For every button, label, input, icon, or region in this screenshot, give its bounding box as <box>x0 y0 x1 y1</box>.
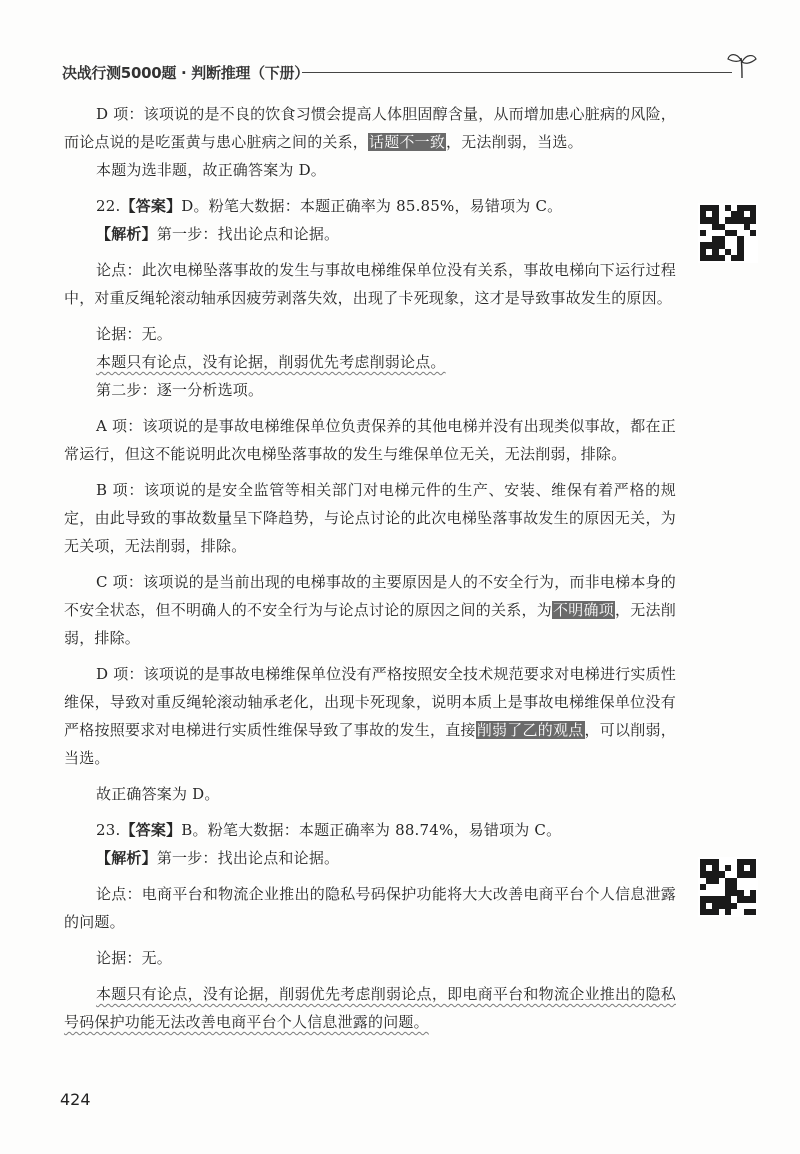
q23-note: 本题只有论点，没有论据，削弱优先考虑削弱论点，即电商平台和物流企业推出的隐私号码保护功能无法改善电商平台个人信息泄露的问题。 <box>64 985 676 1031</box>
q22-evidence: 论据：无。 <box>96 325 173 343</box>
q22-analysis: 【解析】第一步：找出论点和论据。 <box>96 225 340 243</box>
highlight: 话题不一致 <box>369 133 446 151</box>
page-body <box>64 100 676 1036</box>
sprout-icon <box>726 50 758 80</box>
q22-step2: 第二步：逐一分析选项。 <box>96 381 264 399</box>
running-header <box>62 58 762 86</box>
q23-argument: 论点：电商平台和物流企业推出的隐私号码保护功能将大大改善电商平台个人信息泄露的问题。 <box>64 885 676 931</box>
q22-option-a: A 项：该项说的是事故电梯维保单位负责保养的其他电梯并没有出现类似事故，都在正常运行，但这不能说明此次电梯坠落事故的发生与维保单位无关，无法削弱，排除。 <box>64 417 676 463</box>
highlight: 削弱了乙的观点 <box>476 721 584 739</box>
qr-module <box>750 255 756 261</box>
q23-answer: 23.【答案】B。粉笔大数据：本题正确率为 88.74%，易错项为 C。 <box>96 821 562 839</box>
q22-option-d: D 项：该项说的是事故电梯维保单位没有严格按照安全技术规范要求对电梯进行实质性维保，导致对重反绳轮滚动轴承老化，出现卡死现象，说明本质上是事故电梯维保单位没有严格按照要求对电梯进行实质性维保导致了事故的发生，直接削弱了乙的观点，可以削弱，当选。 <box>64 665 677 767</box>
q22-option-b: B 项：该项说的是安全监管等相关部门对电梯元件的生产、安装、维保有着严格的规定，由此导致的事故数量呈下降趋势，与论点讨论的此次电梯坠落事故发生的原因无关，为无关项，无法削弱，排除。 <box>64 481 676 555</box>
conclusion-paragraph: 本题为选非题，故正确答案为 D。 <box>96 161 326 179</box>
q22-answer: 22.【答案】D。粉笔大数据：本题正确率为 85.85%，易错项为 C。 <box>96 197 563 215</box>
header-rule <box>302 72 732 73</box>
q22-argument: 论点：此次电梯坠落事故的发生与事故电梯维保单位没有关系，事故电梯向下运行过程中，对重反绳轮滚动轴承因疲劳剥落失效，出现了卡死现象，这才是导致事故发生的原因。 <box>64 261 676 307</box>
q22-option-c: C 项：该项说的是当前出现的电梯事故的主要原因是人的不安全行为，而非电梯本身的不安全状态，但不明确人的不安全行为与论点讨论的原因之间的关系，为不明确项，无法削弱，排除。 <box>64 573 676 647</box>
highlight: 不明确项 <box>553 601 615 619</box>
analysis-tag: 【解析】 <box>96 849 157 867</box>
q22-conclusion: 故正确答案为 D。 <box>96 785 220 803</box>
q23-analysis: 【解析】第一步：找出论点和论据。 <box>96 849 340 867</box>
analysis-tag: 【解析】 <box>96 225 157 243</box>
page-number: 424 <box>60 1090 91 1109</box>
answer-tag: 【答案】 <box>120 197 182 215</box>
q22-note: 本题只有论点，没有论据，削弱优先考虑削弱论点。 <box>96 353 446 371</box>
answer-tag: 【答案】 <box>120 821 182 839</box>
q23-evidence: 论据：无。 <box>96 949 173 967</box>
book-title: 决战行测5000题 · 判断推理（下册） <box>62 64 309 82</box>
qr-code-icon <box>698 857 758 917</box>
qr-code-icon <box>698 203 758 263</box>
qr-module <box>750 909 756 915</box>
option-d-paragraph: D 项：该项说的是不良的饮食习惯会提高人体胆固醇含量，从而增加患心脏病的风险，而论点说的是吃蛋黄与患心脏病之间的关系，话题不一致，无法削弱，当选。 <box>64 105 676 151</box>
